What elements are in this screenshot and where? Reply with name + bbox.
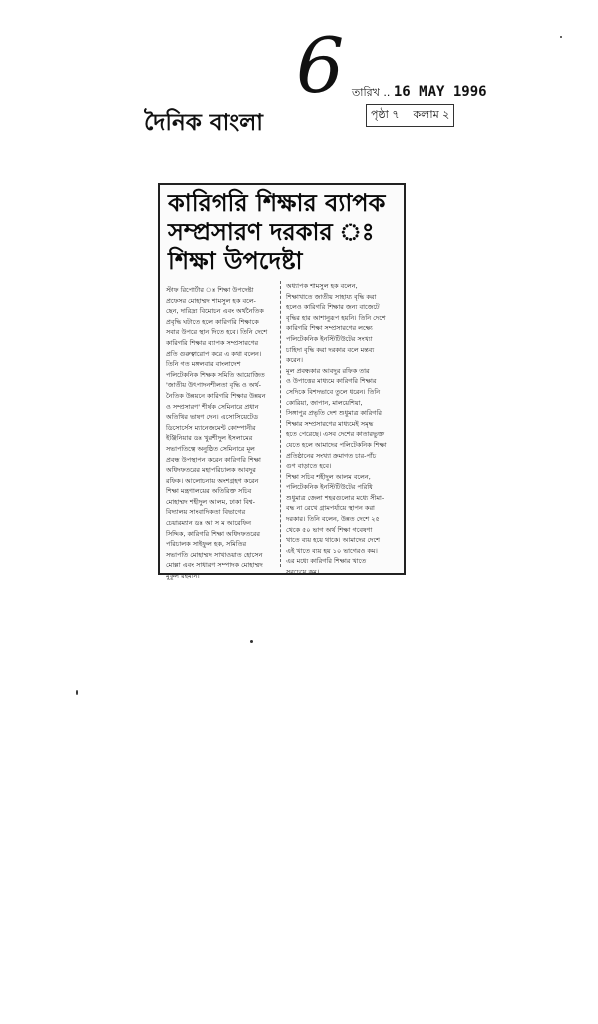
- article-line: অতিথির ভাষণ দেন। এসোসিয়েটেড: [166, 413, 258, 422]
- article-line: এর মধ্যে কারিগরি শিক্ষার খাতে: [286, 557, 367, 566]
- article-line: শিক্ষা সচিব শহীদুল আলম বলেন,: [286, 472, 371, 481]
- stamp-date-label: তারিখ ..: [352, 86, 391, 99]
- article-line: কোরিয়া, জাপান, মালয়েশিয়া,: [286, 398, 363, 407]
- scan-speck: [560, 36, 562, 38]
- article-line: ইঞ্জিনিয়ার ডঃ খুরশীদুল ইসলামের: [166, 434, 253, 443]
- article-line: সবার উপরে স্থান দিতে হবে। তিনি দেশে: [166, 328, 268, 337]
- article-line: যেতে হলে আমাদের পলিটেকনিক শিক্ষা: [286, 440, 387, 449]
- page-number: 6: [296, 21, 345, 110]
- article-line: ছেন, দারিদ্র্য বিমোচন এবং অর্থনৈতিক: [166, 307, 264, 316]
- headline: [168, 189, 400, 276]
- article-line: পলিটেকনিক শিক্ষক সমিতি আয়োজিত: [166, 370, 265, 379]
- article-line: স্টাফ রিপোর্টার ঃ শিক্ষা উপদেষ্টা: [166, 286, 254, 294]
- scan-speck: [250, 640, 253, 643]
- article-right-column: [286, 281, 400, 577]
- article-line: শিক্ষা মন্ত্রণালয়ের অতিরিক্ত সচিব: [166, 487, 252, 496]
- headline-line-1: কারিগরি শিক্ষার ব্যাপক: [168, 189, 386, 217]
- article-line: রফিক। আলোচনায় অংশগ্রহণ করেন: [166, 476, 259, 485]
- article-line: শুধুমাত্র জেলা শহরগুলোর মধ্যে সীমা-: [286, 493, 385, 502]
- article-line: হলেও কারিগরি শিক্ষার জন্য বাজেটে: [286, 303, 380, 312]
- stamp-page-label: পৃষ্ঠা ৭: [371, 108, 400, 121]
- column-divider: [280, 281, 281, 567]
- scan-speck: [76, 690, 78, 695]
- headline-line-2: সম্প্রসারণ দরকার ঃ: [168, 218, 375, 246]
- article-line: সভাপতিত্বে অনুষ্ঠিত সেমিনারে মূল: [166, 444, 255, 453]
- article-line: শিক্ষার সম্প্রসারণের মাধ্যমেই সমৃদ্ধ: [286, 419, 374, 428]
- article-line: ডিসোর্সেস ম্যানেজমেন্ট কোম্পানীর: [166, 423, 256, 432]
- newspaper-name: দৈনিক বাংলা: [144, 110, 263, 136]
- article-line: করেন।: [286, 356, 303, 365]
- article-line: সিদ্দিক, কারিগরি শিক্ষা অধিদফতরের: [166, 529, 260, 538]
- headline-line-3: শিক্ষা উপদেষ্টা: [168, 247, 303, 275]
- article-line: নৈতিক উন্নয়নে কারিগরি শিক্ষার উন্নয়ন: [166, 391, 266, 400]
- article-line: সবচেয়ে কম।: [286, 568, 320, 577]
- article-line: গুণ বাড়াতে হবে।: [286, 462, 332, 471]
- article-line: মূল প্রবন্ধকার আবদুর রফিক তার: [286, 366, 370, 375]
- article-line: 'জাতীয় উৎপাদনশীলতা বৃদ্ধি ও অর্থ-: [166, 381, 261, 390]
- article-line: এই খাতে ব্যয় হয় ১০ ভাগেরও কম।: [286, 546, 378, 555]
- stamp-page-row: [366, 104, 454, 127]
- stamp-column-label: কলাম ২: [413, 108, 450, 121]
- article-line: খাতে ব্যয় হয়ে থাকে। আমাদের দেশে: [286, 536, 380, 545]
- article-line: পলিটেকনিক ইনস্টিটিউটের সংখ্যা: [286, 334, 373, 343]
- article-line: ও সম্প্রসারণ' শীর্ষক সেমিনারে প্রধান: [166, 402, 259, 411]
- article-line: পলিটেকনিক ইনস্টিটিউটের পরিধি: [286, 483, 373, 492]
- article-line: পরিচালক সাইফুল হক, সমিতির: [166, 540, 247, 549]
- stamp-date-value: 16 MAY 1996: [393, 84, 487, 100]
- article-line: কারিগরি শিক্ষার ব্যাপক সম্প্রসারণের: [166, 338, 259, 347]
- article-line: সেদিকে বিশদভাবে তুলে ধরেন। তিনি: [286, 387, 381, 396]
- article-line: প্রতি গুরুত্বারোপ করে এ কথা বলেন।: [166, 349, 262, 358]
- stamp-date-row: [352, 84, 487, 103]
- news-clipping: [158, 183, 406, 581]
- article-line: কারিগরি শিক্ষা সম্প্রসারণের লক্ষ্যে: [286, 324, 373, 333]
- article-line: শিক্ষাখাতে জাতীয় সাহায্য বৃদ্ধি করা: [286, 292, 377, 301]
- article-line: প্রতিষ্ঠানের সংখ্যা ক্রমাগত চার-পাঁচ: [286, 451, 377, 460]
- article-left-column: [166, 285, 280, 581]
- article-line: অধ্যাপক শামসুল হক বলেন,: [286, 282, 358, 290]
- article-line: বৃদ্ধির হার আশানুরূপ হয়নি। তিনি দেশে: [286, 313, 386, 322]
- article-line: বিদ্যালয় সাংবাদিকতা বিভাগের: [166, 508, 246, 517]
- article-line: মোহাম্মদ শহীদুল আলম, ঢাকা বিশ্ব-: [166, 497, 255, 506]
- article-line: মুকুল রহমান।: [166, 572, 200, 581]
- article-line: প্রবন্ধ উপস্থাপন করেন কারিগরি শিক্ষা: [166, 455, 261, 464]
- article-line: সভাপতি মোহাম্মদ সাখাওয়াত হোসেন: [166, 550, 263, 559]
- article-line: ও উপাত্তের মাধ্যমে কারিগরি শিক্ষার: [286, 377, 377, 386]
- article-line: প্রবৃদ্ধি ঘটাতে হলে কারিগরি শিক্ষাকে: [166, 317, 259, 326]
- article-line: হতে পেরেছে। এসব দেশের কাতারভুক্ত: [286, 430, 385, 439]
- date-stamp: [352, 82, 512, 126]
- article-line: চাহিদা বৃদ্ধি করা দরকার বলে মন্তব্য: [286, 345, 375, 354]
- article-line: অধিদফতরের মহাপরিচালক আবদুর: [166, 466, 256, 475]
- article-line: বদ্ধ না রেখে গ্রামপর্যায়ে স্থাপন করা: [286, 504, 375, 513]
- article-line: থেকে ৫০ ভাগ অর্থ শিক্ষা গবেষণা: [286, 525, 373, 534]
- article-line: চেয়ারম্যান ডঃ আ স ম আরেফিন: [166, 519, 252, 528]
- article-line: তিনি গত মঙ্গলবার বাংলাদেশ: [166, 360, 241, 369]
- article-line: দরকার। তিনি বলেন, উন্নত দেশে ২৫: [286, 515, 380, 524]
- article-line: মোল্লা এবং সাধারণ সম্পাদক মোহাম্মদ: [166, 561, 263, 570]
- article-line: প্রফেসর মোহাম্মদ শামসুল হক বলে-: [166, 296, 256, 305]
- article-line: সিঙ্গাপুর প্রভৃতি দেশ শুধুমাত্র কারিগরি: [286, 409, 383, 418]
